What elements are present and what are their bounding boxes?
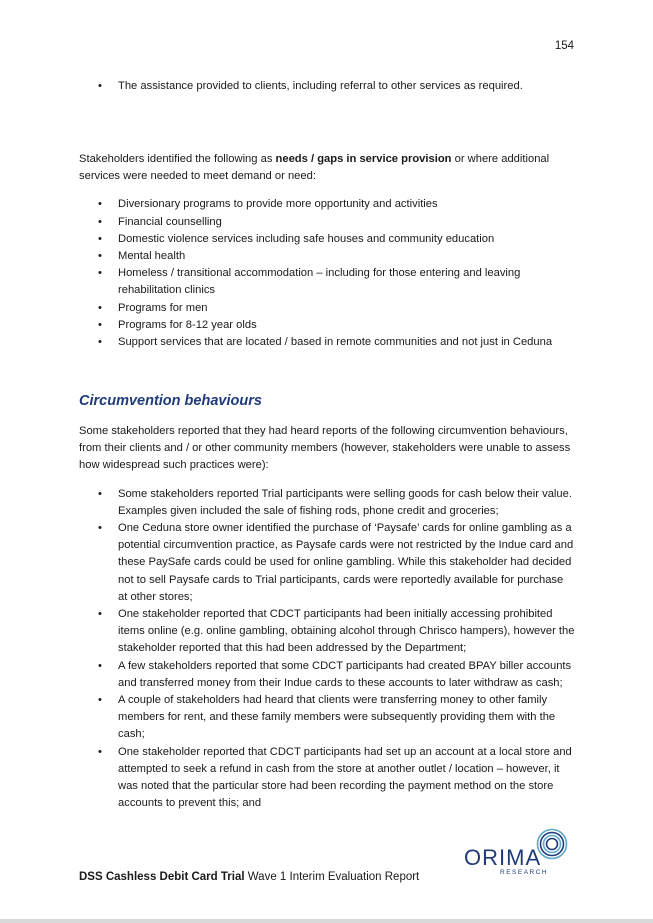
needs-intro-paragraph: Stakeholders identified the following as needs / gaps in service provision or where additional services were needed to meet demand or need: [79, 153, 550, 183]
circumvention-section [79, 391, 575, 812]
list-item: • Mental health [98, 250, 186, 263]
list-item-text: The assistance provided to clients, including referral to other services as required. [118, 80, 523, 92]
bullet-list [79, 78, 575, 95]
list-item: • Some stakeholders reported Trial participants were selling goods for cash below their value. Examples given included the sale of fishing rods, phone credit and groceries; [98, 487, 572, 517]
list-item: • Programs for 8-12 year olds [98, 318, 257, 331]
orima-logo [464, 828, 574, 880]
footer-report-title: DSS Cashless Debit Card Trial Wave 1 Interim Evaluation Report [79, 871, 420, 883]
list-item: • Diversionary programs to provide more opportunity and activities [98, 198, 438, 211]
circumvention-list [79, 486, 575, 813]
list-item: • A few stakeholders reported that some CDCT participants had created BPAY biller accounts and transferred money from their Indue cards to these accounts to later withdraw as cash; [98, 659, 572, 689]
list-item: • Domestic violence services including safe houses and community education [98, 232, 495, 245]
page-number: 154 [554, 40, 574, 52]
list-item: • Financial counselling [98, 215, 222, 228]
circumvention-intro-paragraph: Some stakeholders reported that they had heard reports of the following circumvention behaviours, from their clients and / or other community members (however, stakeholders were unable to assess how widespread such practices were): [79, 425, 571, 472]
needs-list [79, 196, 575, 351]
list-item: • One Ceduna store owner identified the purchase of ‘Paysafe’ cards for online gambling as a potential circumvention practice, as Paysafe cards were not restricted by the Indue card and these PaySafe cards could be used for online gambling. While this stakeholder had decided not to sell Paysafe cards to Trial participants, cards were reportedly available for purchase at other stores; [98, 522, 574, 603]
top-bullet-block [79, 78, 575, 95]
list-item: • A couple of stakeholders had heard that clients were transferring money to other family members for rent, and these family members were subsequently providing them with the cash; [98, 694, 556, 741]
list-item: • Programs for men [98, 301, 208, 314]
section-heading: Circumvention behaviours [79, 393, 262, 409]
list-item: • Homeless / transitional accommodation – including for those entering and leaving rehabilitation clinics [98, 267, 521, 297]
bottom-divider [0, 919, 653, 923]
list-item: • The assistance provided to clients, including referral to other services as required. [98, 80, 523, 92]
logo-subtext: RESEARCH [500, 869, 549, 876]
logo-wordmark: ORIMA [464, 845, 542, 870]
list-item: • One stakeholder reported that CDCT participants had set up an account at a local store and attempted to seek a refund in cash from the store at another outlet / location – however, it was noted that the particular store had been recording the payment method on the store accounts to prevent this; and [98, 745, 572, 810]
needs-bold-phrase: needs / gaps in service provision [275, 153, 452, 165]
list-item: • One stakeholder reported that CDCT participants had been initially accessing prohibited items online (e.g. online gambling, obtaining alcohol through Chrisco hampers), however the stakeholder reported that this had been addressed by the Department; [98, 608, 575, 655]
list-item: • Support services that are located / based in remote communities and not just in Ceduna [98, 336, 553, 349]
needs-section [79, 151, 575, 351]
